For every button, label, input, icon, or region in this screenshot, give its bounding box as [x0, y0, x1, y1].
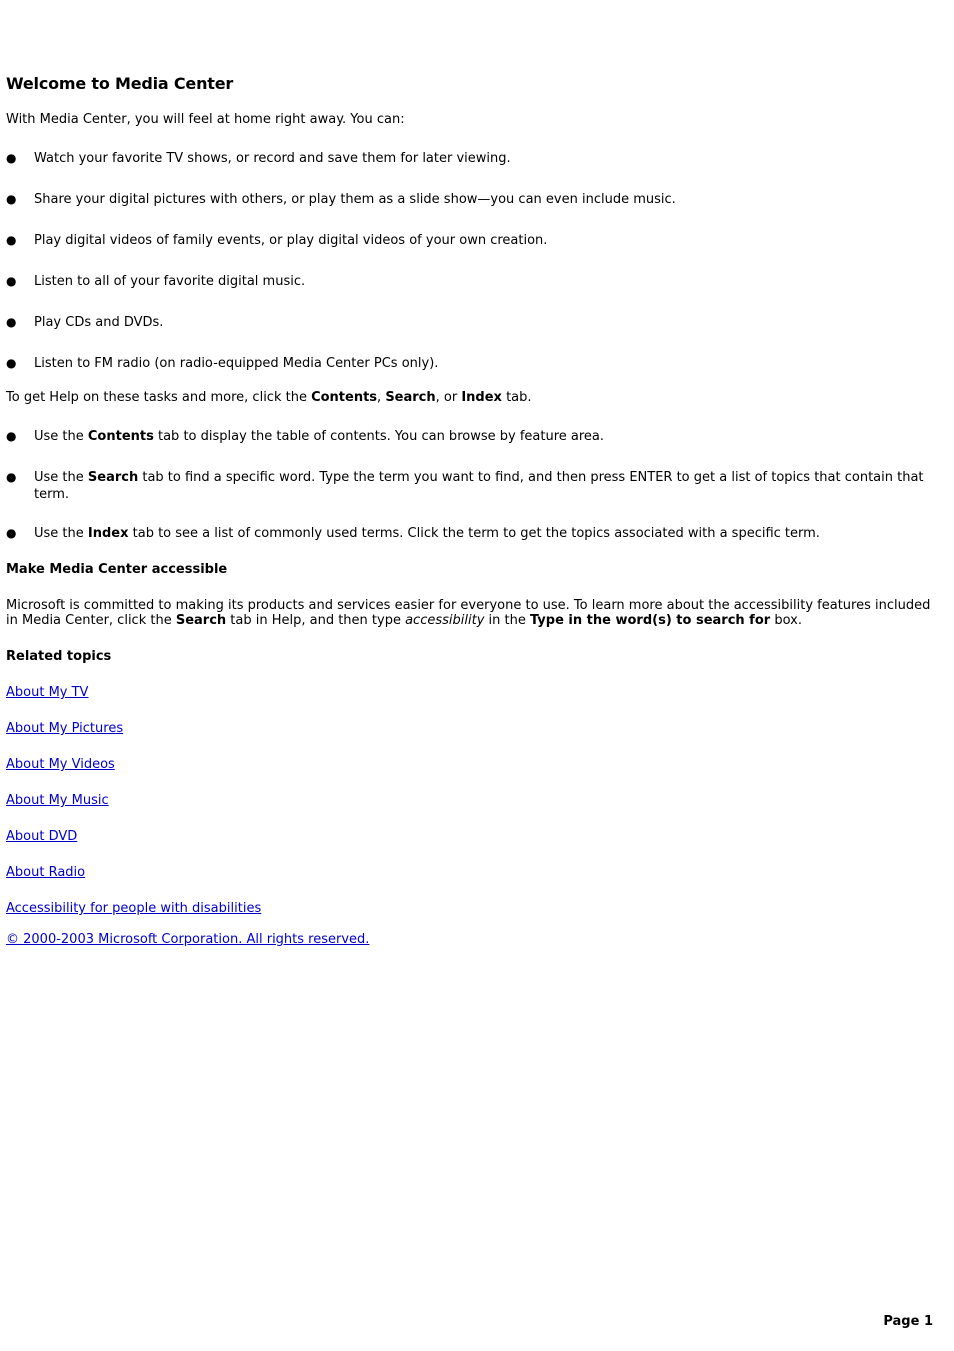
bullet-icon: ●: [6, 315, 17, 329]
list-item: ● Share your digital pictures with others, or play them as a slide show—you can even include music.: [6, 192, 676, 207]
link-accessibility[interactable]: Accessibility for people with disabilities: [6, 901, 262, 916]
page-title: Welcome to Media Center: [6, 74, 234, 93]
intro-text: With Media Center, you will feel at home right away. You can:: [6, 112, 405, 127]
accessible-heading: Make Media Center accessible: [6, 562, 228, 577]
list-item: ● Watch your favorite TV shows, or record and save them for later viewing.: [6, 151, 511, 166]
bullet-icon: ●: [6, 356, 17, 370]
list-item: ● Use the Contents tab to display the table of contents. You can browse by feature area.: [6, 429, 605, 444]
related-topics-heading: Related topics: [6, 649, 112, 664]
bullet-icon: ●: [6, 233, 17, 247]
feature-list: [6, 150, 946, 372]
link-about-my-music[interactable]: About My Music: [6, 793, 109, 808]
page-number: Page 1: [883, 1314, 933, 1329]
list-item: ● Listen to all of your favorite digital music.: [6, 274, 306, 289]
bullet-icon: ●: [6, 429, 17, 443]
get-help-text: To get Help on these tasks and more, click the Contents, Search, or Index tab.: [6, 390, 532, 405]
accessible-text: Microsoft is committed to making its products and services easier for everyone to use. To learn more about the accessibility features included in Media Center, click the Search tab in Help, and then type accessibility in the Type in the word(s) to search for box.: [6, 598, 931, 628]
tab-help-list: [6, 428, 946, 542]
list-item: ● Use the Index tab to see a list of commonly used terms. Click the term to get the topics associated with a specific term.: [6, 526, 820, 541]
help-page: [6, 74, 946, 948]
bullet-icon: ●: [6, 526, 17, 540]
link-about-my-pictures[interactable]: About My Pictures: [6, 721, 124, 736]
list-item: ● Use the Search tab to find a specific word. Type the term you want to find, and then press ENTER to get a list of topics that contain that term.: [6, 470, 924, 502]
list-item: ● Play digital videos of family events, or play digital videos of your own creation.: [6, 233, 548, 248]
bullet-icon: ●: [6, 192, 17, 206]
link-about-my-tv[interactable]: About My TV: [6, 685, 89, 700]
link-about-my-videos[interactable]: About My Videos: [6, 757, 115, 772]
bullet-icon: ●: [6, 470, 17, 484]
list-item: ● Listen to FM radio (on radio-equipped Media Center PCs only).: [6, 356, 439, 371]
bullet-icon: ●: [6, 274, 17, 288]
bullet-icon: ●: [6, 151, 17, 165]
link-about-radio[interactable]: About Radio: [6, 865, 86, 880]
link-about-dvd[interactable]: About DVD: [6, 829, 78, 844]
copyright-link[interactable]: © 2000-2003 Microsoft Corporation. All rights reserved.: [6, 932, 370, 947]
list-item: ● Play CDs and DVDs.: [6, 315, 164, 330]
